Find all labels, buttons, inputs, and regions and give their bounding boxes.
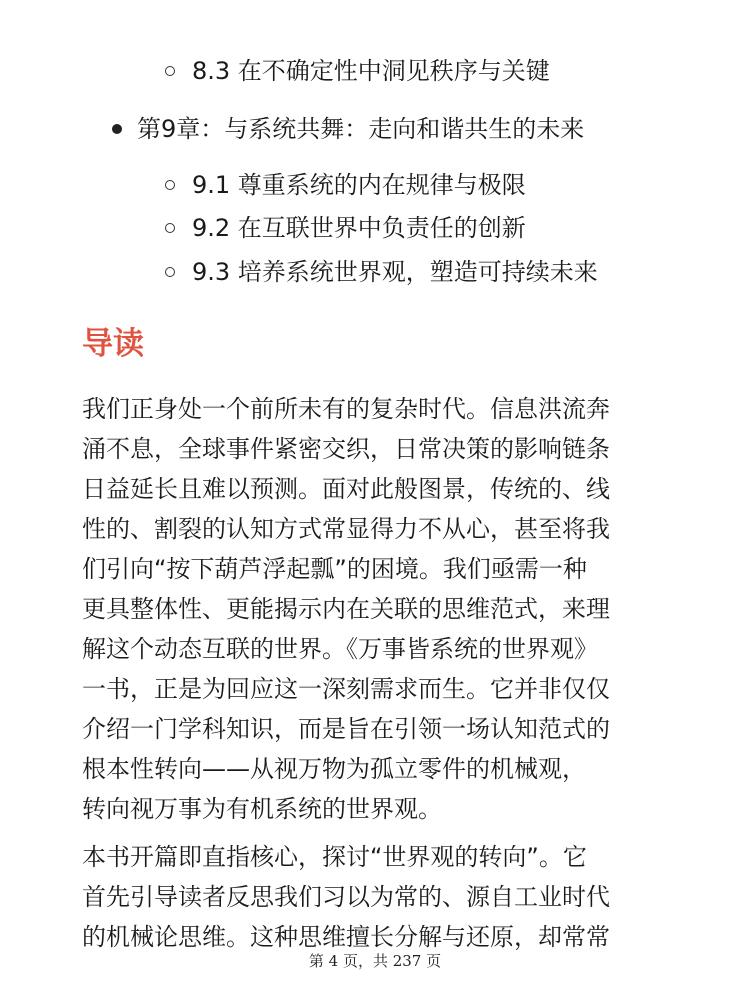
text-line: 首先引导读者反思我们习以为常的、源自工业时代 <box>82 883 610 911</box>
toc-item-9-3[interactable] <box>165 256 598 288</box>
toc-item-8-3[interactable] <box>165 55 550 87</box>
text-line: 一书，正是为回应这一深刻需求而生。它并非仅仅 <box>82 675 610 703</box>
toc-item-chapter-9[interactable] <box>112 113 584 145</box>
intro-paragraph-2 <box>82 837 682 957</box>
hollow-bullet-icon <box>165 267 175 277</box>
toc-item-label: 第9章：与系统共舞：走向和谐共生的未来 <box>137 115 585 143</box>
text-line: 本书开篇即直指核心，探讨“世界观的转向”。它 <box>82 843 587 871</box>
toc-item-label: 9.3 培养系统世界观，塑造可持续未来 <box>192 258 598 286</box>
toc-item-label: 9.1 尊重系统的内在规律与极限 <box>192 171 526 199</box>
text-line: 们引向“按下葫芦浮起瓢”的困境。我们亟需一种 <box>82 555 587 583</box>
text-line: 转向视万事为有机系统的世界观。 <box>82 795 442 823</box>
page-footer: 第 4 页，共 237 页 <box>308 952 442 970</box>
filled-bullet-icon <box>112 124 122 134</box>
text-line: 我们正身处一个前所未有的复杂时代。信息洪流奔 <box>82 395 610 423</box>
hollow-bullet-icon <box>165 223 175 233</box>
hollow-bullet-icon <box>165 66 175 76</box>
intro-paragraph-1 <box>82 389 682 829</box>
toc-item-label: 8.3 在不确定性中洞见秩序与关键 <box>192 57 550 85</box>
text-line: 介绍一门学科知识，而是旨在引领一场认知范式的 <box>82 715 610 743</box>
hollow-bullet-icon <box>165 180 175 190</box>
toc-item-9-2[interactable] <box>165 212 526 244</box>
text-line: 解这个动态互联的世界。《万事皆系统的世界观》 <box>82 635 598 663</box>
text-line: 更具整体性、更能揭示内在关联的思维范式，来理 <box>82 595 610 623</box>
section-heading: 导读 <box>82 326 144 362</box>
toc-item-9-1[interactable] <box>165 169 526 201</box>
text-line: 日益延长且难以预测。面对此般图景，传统的、线 <box>82 475 610 503</box>
text-line: 性的、割裂的认知方式常显得力不从心，甚至将我 <box>82 515 610 543</box>
text-line: 的机械论思维。这种思维擅长分解与还原，却常常 <box>82 923 610 951</box>
text-line: 根本性转向——从视万物为孤立零件的机械观， <box>82 755 586 783</box>
toc-item-label: 9.2 在互联世界中负责任的创新 <box>192 214 526 242</box>
text-line: 涌不息，全球事件紧密交织，日常决策的影响链条 <box>82 435 610 463</box>
